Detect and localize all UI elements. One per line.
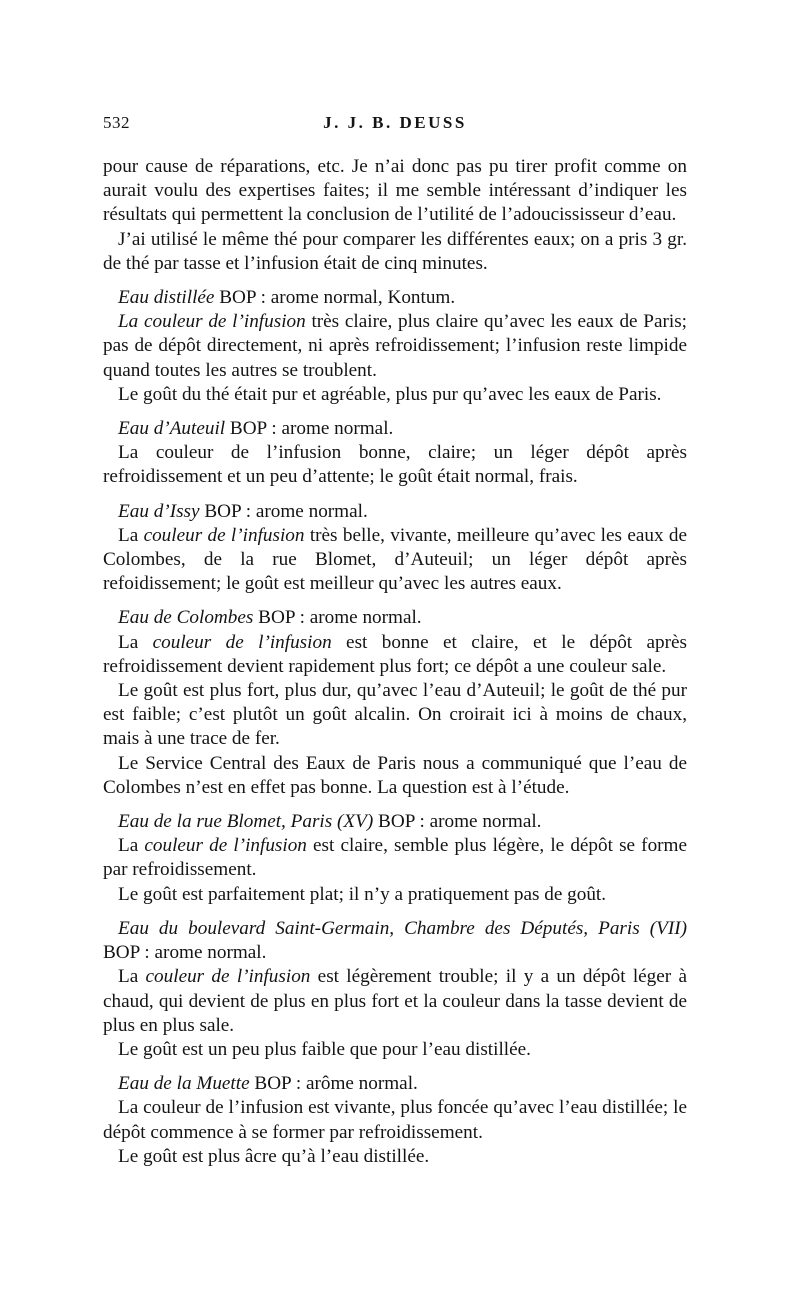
paragraph — [103, 500, 687, 524]
paragraph — [103, 155, 687, 228]
paragraph — [103, 606, 687, 630]
text-run: Le goût est plus fort, plus dur, qu’avec l’eau d’Auteuil; le goût de thé pur est faible; c’est plutôt un goût alcalin. On croirait ici à moins de chaux, mais à une trace de fer. — [103, 680, 687, 750]
paragraph — [103, 834, 687, 882]
text-run: est claire, semble plus légère, le dépôt se forme par refroidissement. — [103, 835, 687, 881]
text-run: BOP : arome normal. — [253, 607, 422, 629]
text-run: est bonne et claire, et le dépôt après refroidissement devient rapidement plus fort; ce dépôt a une couleur sale. — [103, 631, 687, 677]
italic-run: couleur de l’infusion — [143, 524, 305, 546]
text-run: Le goût du thé était pur et agréable, plus pur qu’avec les eaux de Paris. — [118, 383, 662, 405]
text-run: Le Service Central des Eaux de Paris nous a communiqué que l’eau de Colombes n’est en effet pas bonne. La question est à l’étude. — [103, 752, 687, 798]
paragraph — [103, 810, 687, 834]
italic-run: Eau d’Auteuil — [118, 418, 226, 440]
text-run: La couleur de l’infusion est vivante, plus foncée qu’avec l’eau distillée; le dépôt commence à se former par refroidissement. — [103, 1097, 687, 1143]
text-run: J’ai utilisé le même thé pour comparer les différentes eaux; on a pris 3 gr. de thé par tasse et l’infusion était de cinq minutes. — [103, 228, 687, 274]
paragraph — [103, 965, 687, 1038]
paragraph — [103, 883, 687, 907]
text-run: BOP : arome normal. — [199, 500, 368, 522]
paragraph — [103, 917, 687, 965]
paragraph — [103, 1145, 687, 1169]
body-text — [103, 155, 687, 1169]
text-run: Le goût est parfaitement plat; il n’y a pratiquement pas de goût. — [118, 883, 607, 905]
text-run: est légèrement trouble; il y a un dépôt léger à chaud, qui devient de plus en plus fort et la couleur dans la tasse devient de plus en plus sale. — [103, 966, 687, 1036]
text-run: Le goût est plus âcre qu’à l’eau distillée. — [118, 1145, 430, 1167]
italic-run: couleur de l’infusion — [144, 835, 307, 857]
text-run: La — [118, 524, 144, 546]
paragraph — [103, 310, 687, 383]
paragraph — [103, 286, 687, 310]
paragraph — [103, 679, 687, 752]
running-title: J. J. B. DEUSS — [323, 113, 467, 132]
text-run: BOP : arome normal. — [373, 811, 542, 833]
paragraph — [103, 228, 687, 276]
italic-run: La couleur de l’infusion — [118, 311, 306, 333]
italic-run: couleur de l’infusion — [152, 631, 332, 653]
paragraph — [103, 441, 687, 489]
italic-run: Eau de Colombes — [118, 607, 254, 629]
text-run: BOP : arôme normal. — [249, 1073, 418, 1095]
text-run: très belle, vivante, meilleure qu’avec les eaux de Colombes, de la rue Blomet, d’Auteuil; un léger dépôt après refoidissement; le goût est meilleur qu’avec les autres eaux. — [103, 524, 687, 595]
italic-run: Eau d’Issy — [118, 500, 200, 522]
italic-run: couleur de l’infusion — [145, 966, 311, 988]
page-header — [103, 113, 687, 139]
paragraph — [103, 524, 687, 597]
italic-run: Eau de la Muette — [118, 1073, 250, 1095]
text-run: La — [118, 966, 146, 988]
paragraph — [103, 417, 687, 441]
page-number: 532 — [103, 113, 130, 132]
paragraph — [103, 1096, 687, 1144]
text-run: La — [118, 835, 145, 857]
paragraph — [103, 1038, 687, 1062]
paragraph — [103, 383, 687, 407]
text-run: La — [118, 631, 153, 653]
text-run: BOP : arome normal. — [225, 418, 394, 440]
paragraph — [103, 631, 687, 679]
text-run: BOP : arome normal. — [103, 942, 267, 964]
paragraph — [103, 752, 687, 800]
italic-run: Eau du boulevard Saint-Germain, Chambre des Députés, Paris (VII) — [118, 917, 687, 939]
text-run: Le goût est un peu plus faible que pour l’eau distillée. — [118, 1038, 531, 1060]
text-run: pour cause de réparations, etc. Je n’ai donc pas pu tirer profit comme on aurait voulu des expertises faites; il me semble intéressant d’indiquer les résultats qui permettent la conclusion de l’utilité de l’adoucississeur d’eau. — [103, 156, 687, 226]
text-run: BOP : arome normal, Kontum. — [214, 287, 456, 309]
italic-run: Eau de la rue Blomet, Paris (XV) — [118, 811, 374, 833]
text-run: très claire, plus claire qu’avec les eaux de Paris; pas de dépôt directement, ni après refroidissement; l’infusion reste limpide quand toutes les autres se troublent. — [103, 311, 687, 381]
paragraph — [103, 1072, 687, 1096]
italic-run: Eau distillée — [118, 287, 215, 309]
text-run: La couleur de l’infusion bonne, claire; un léger dépôt après refroidissement et un peu d’attente; le goût était normal, frais. — [103, 442, 687, 488]
